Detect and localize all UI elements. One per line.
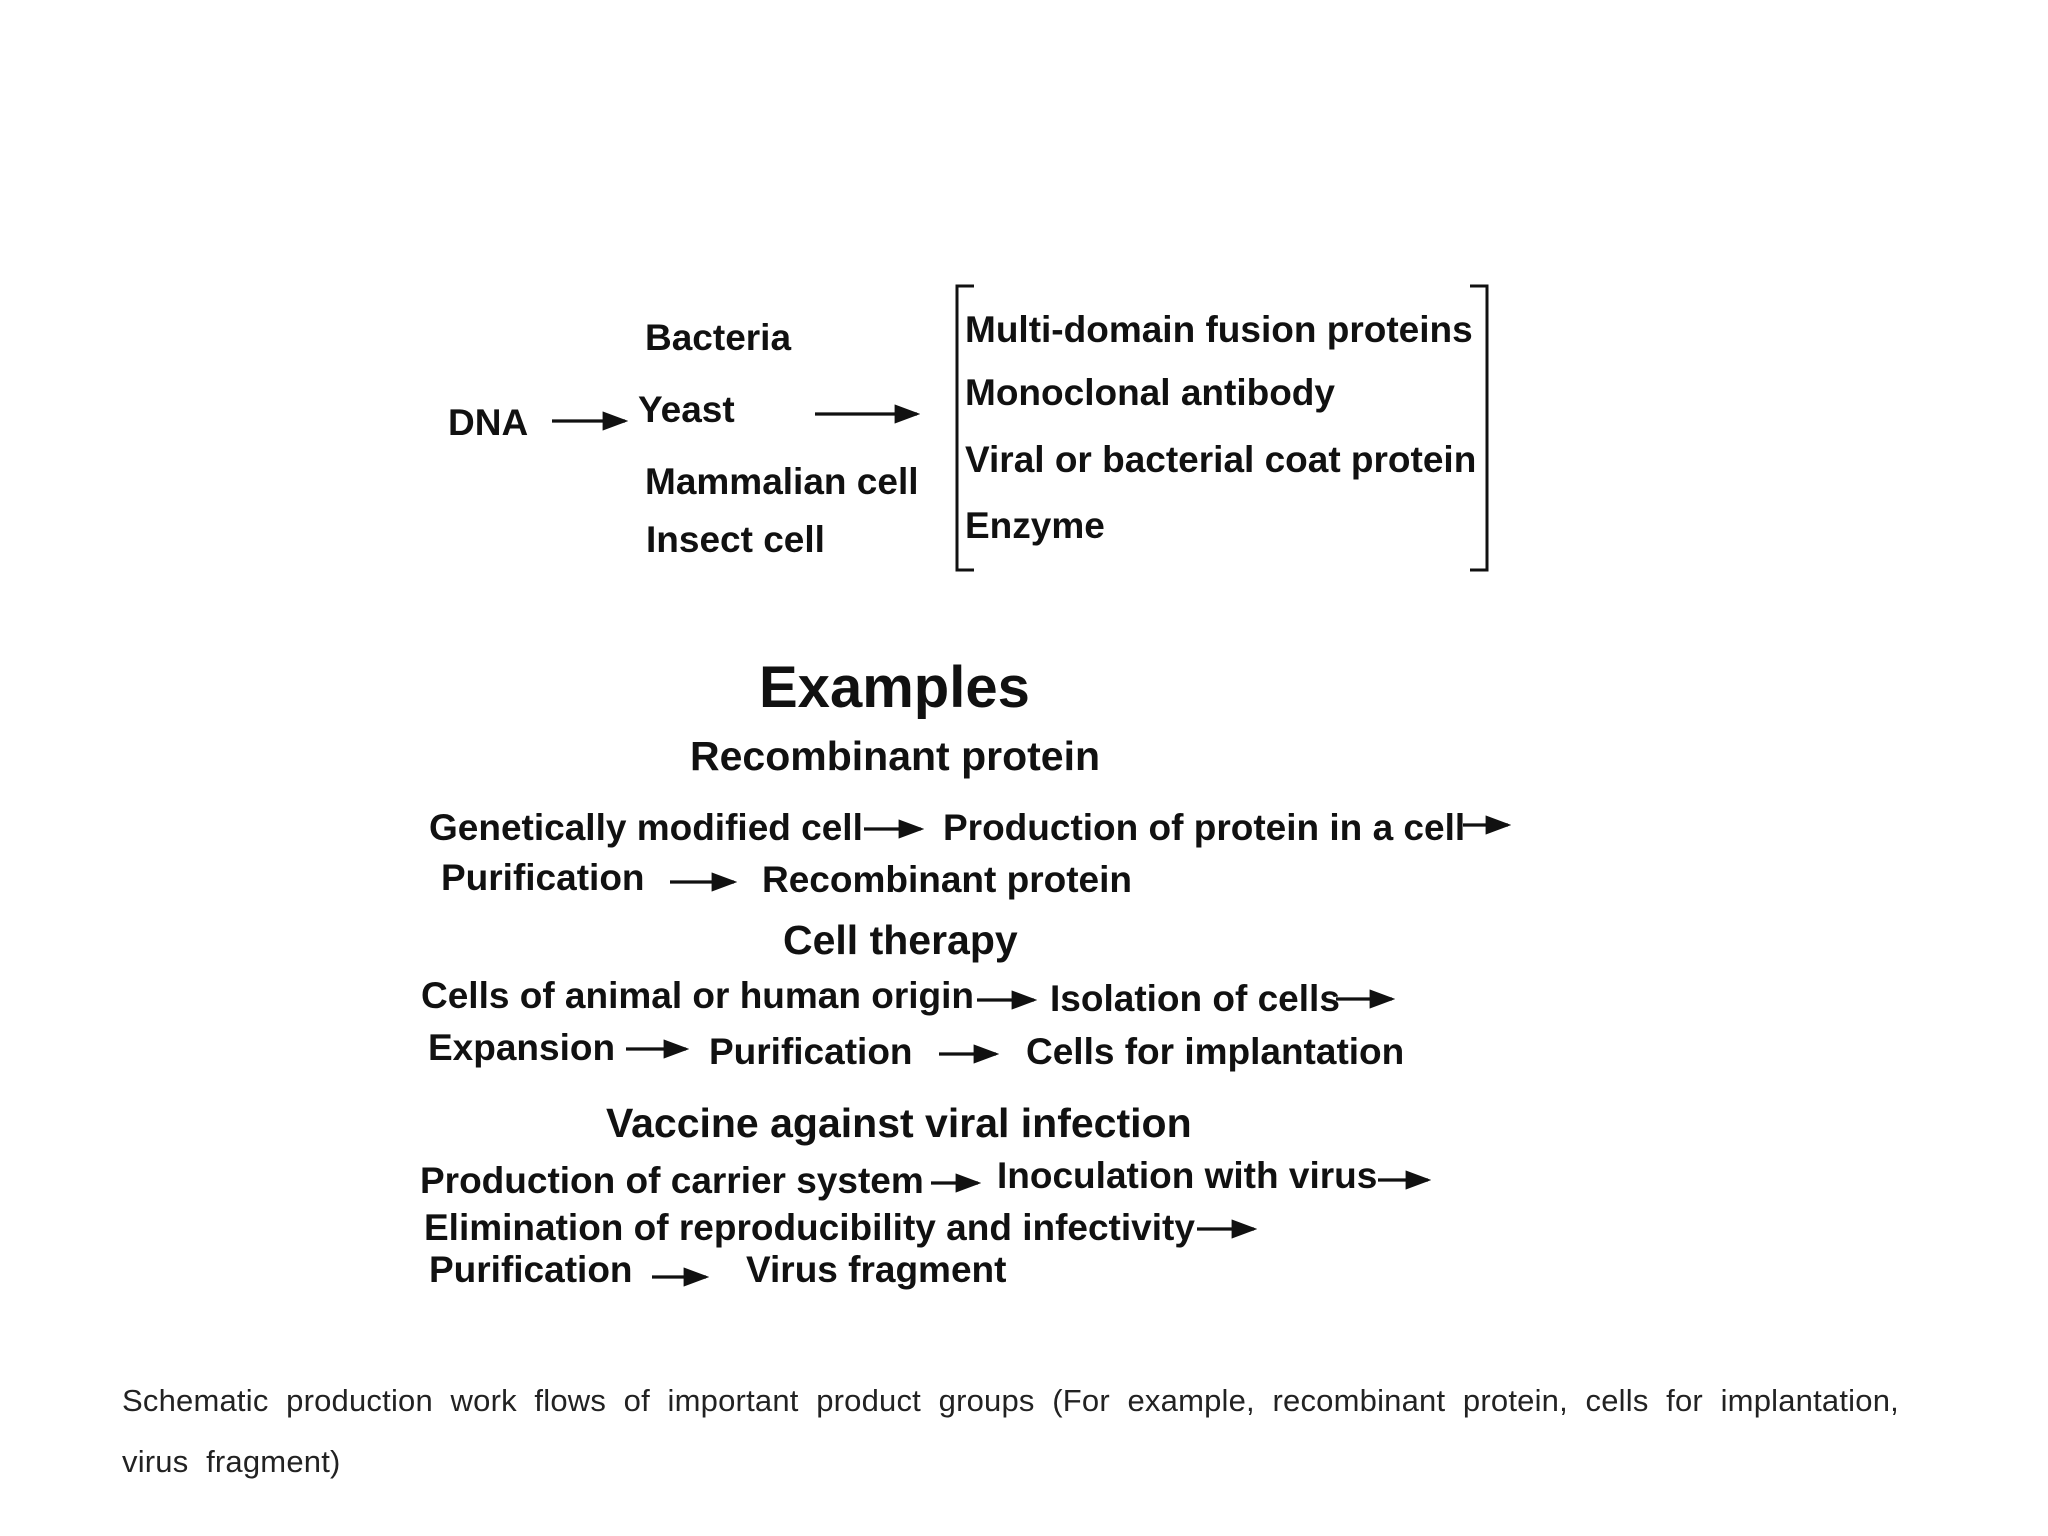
host-insect-cell: Insect cell <box>646 519 825 560</box>
step-protein-production: Production of protein in a cell <box>943 807 1466 848</box>
step-recombinant-protein: Recombinant protein <box>762 859 1133 900</box>
step-purification: Purification <box>429 1249 633 1290</box>
step-elimination: Elimination of reproducibility and infectivity <box>424 1207 1195 1248</box>
step-isolation-of-cells: Isolation of cells <box>1050 978 1340 1019</box>
examples-title: Examples <box>759 655 1030 720</box>
host-bacteria: Bacteria <box>645 317 792 358</box>
product-monoclonal-antibody: Monoclonal antibody <box>965 372 1335 413</box>
step-cells-origin: Cells of animal or human origin <box>421 975 975 1016</box>
step-genetically-modified-cell: Genetically modified cell <box>429 807 863 848</box>
step-carrier-system: Production of carrier system <box>420 1160 924 1201</box>
product-enzyme: Enzyme <box>965 505 1105 546</box>
recombinant-heading: Recombinant protein <box>690 733 1101 779</box>
dna-label: DNA <box>448 402 529 443</box>
step-purification: Purification <box>441 857 645 898</box>
step-expansion: Expansion <box>428 1027 616 1068</box>
step-inoculation-with-virus: Inoculation with virus <box>997 1155 1378 1196</box>
vaccine-heading: Vaccine against viral infection <box>606 1100 1192 1146</box>
step-cells-for-implantation: Cells for implantation <box>1026 1031 1405 1072</box>
host-yeast: Yeast <box>638 389 735 430</box>
product-fusion-proteins: Multi-domain fusion proteins <box>965 309 1473 350</box>
host-mammalian-cell: Mammalian cell <box>645 461 919 502</box>
step-virus-fragment: Virus fragment <box>746 1249 1007 1290</box>
caption-line-1: Schematic production work flows of important product groups (For example, recombinant protein, cells for implantation, <box>122 1383 1899 1418</box>
caption-line-2: virus fragment) <box>122 1444 341 1479</box>
step-purification: Purification <box>709 1031 913 1072</box>
cell-therapy-heading: Cell therapy <box>783 917 1018 963</box>
product-coat-protein: Viral or bacterial coat protein <box>965 439 1477 480</box>
